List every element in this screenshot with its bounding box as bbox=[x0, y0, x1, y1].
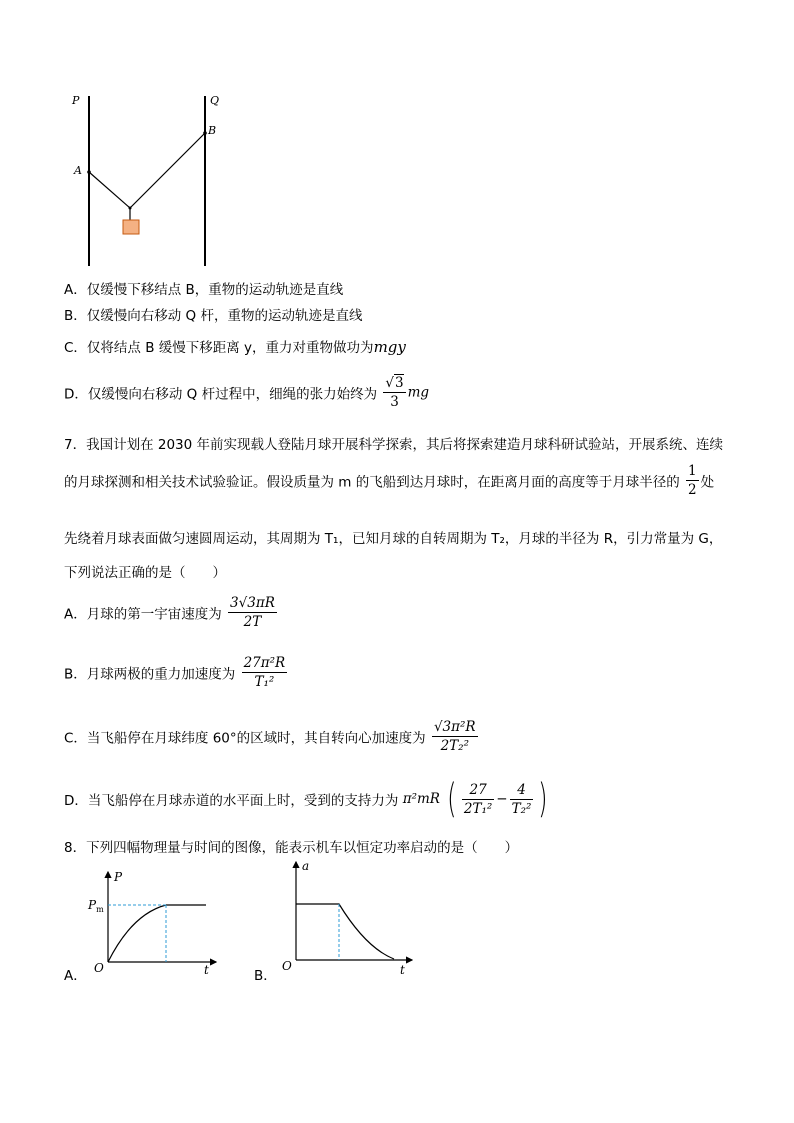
rope-left bbox=[89, 172, 130, 208]
q7-stem-line1: 7．我国计划在 2030 年前实现载人登陆月球开展科学探索，其后将探索建造月球科研试验站，开展系统、连续 bbox=[64, 437, 724, 453]
graph-a-power-time bbox=[84, 866, 224, 978]
graph-b-x-label: t bbox=[400, 963, 405, 977]
weight-box bbox=[123, 220, 139, 234]
q8-option-a-label: A． bbox=[64, 968, 87, 984]
q6-option-c: C．仅将结点 B 缓慢下移距离 y，重力对重物做功为mgy bbox=[64, 338, 406, 356]
q7-stem-line3: 先绕着月球表面做匀速圆周运动，其周期为 T₁，已知月球的自转周期为 T₂，月球的半径为 R，引力常量为 G， bbox=[64, 531, 723, 547]
graph-a-pm-label: $P_m$ bbox=[88, 898, 104, 914]
graph-b-accel-time bbox=[276, 856, 416, 978]
q6-option-b: B．仅缓慢向右移动 Q 杆，重物的运动轨迹是直线 bbox=[64, 308, 363, 324]
graph-a-origin: O bbox=[94, 961, 104, 975]
rope-right bbox=[130, 133, 205, 208]
graph-a-curve bbox=[108, 905, 206, 962]
q8-stem: 8．下列四幅物理量与时间的图像，能表示机车以恒定功率启动的是（ ） bbox=[64, 840, 519, 856]
rope-pole-figure bbox=[60, 88, 250, 270]
q7-option-d: D．当飞船停在月球赤道的水平面上时，受到的支持力为 π²mR ( $\frac{27}{\text{2T₁²}}$ − $\frac{4}{\text{T₂²}}$ ) bbox=[64, 776, 548, 822]
q7-option-b: B．月球两极的重力加速度为 $\frac{\text{27π²R}}{\text{T₁²}}$ bbox=[64, 655, 286, 690]
q7-option-c: C．当飞船停在月球纬度 60°的区域时，其自转向心加速度为 $\frac{\text{√3π²R}}{\text{2T₂²}}$ bbox=[64, 719, 476, 754]
label-a: A bbox=[74, 164, 82, 177]
label-b: B bbox=[208, 124, 217, 137]
graph-b-y-label: a bbox=[302, 859, 310, 873]
q6-option-d: D．仅缓慢向右移动 Q 杆过程中，细绳的张力始终为 $\frac{√3}{3}$ mg bbox=[64, 375, 430, 410]
q7-stem-line4: 下列说法正确的是（ ） bbox=[64, 565, 226, 581]
q6-option-a: A．仅缓慢下移结点 B，重物的运动轨迹是直线 bbox=[64, 282, 344, 298]
graph-a-y-label: P bbox=[114, 870, 123, 884]
graph-b-curve bbox=[296, 904, 394, 959]
graph-a-x-label: t bbox=[204, 963, 209, 977]
q7-option-a: A．月球的第一宇宙速度为 $\frac{3√3\pi R}{2T}$ bbox=[64, 595, 275, 630]
label-p: P bbox=[72, 94, 80, 107]
q8-option-b-label: B． bbox=[254, 968, 277, 984]
label-q: Q bbox=[210, 94, 220, 107]
graph-b-origin: O bbox=[282, 959, 292, 973]
q7-stem-line2: 的月球探测和相关技术试验验证。假设质量为 m 的飞船到达月球时，在距离月面的高度等于月球半径的 $\frac{1}{2}$ 处 bbox=[64, 463, 715, 498]
